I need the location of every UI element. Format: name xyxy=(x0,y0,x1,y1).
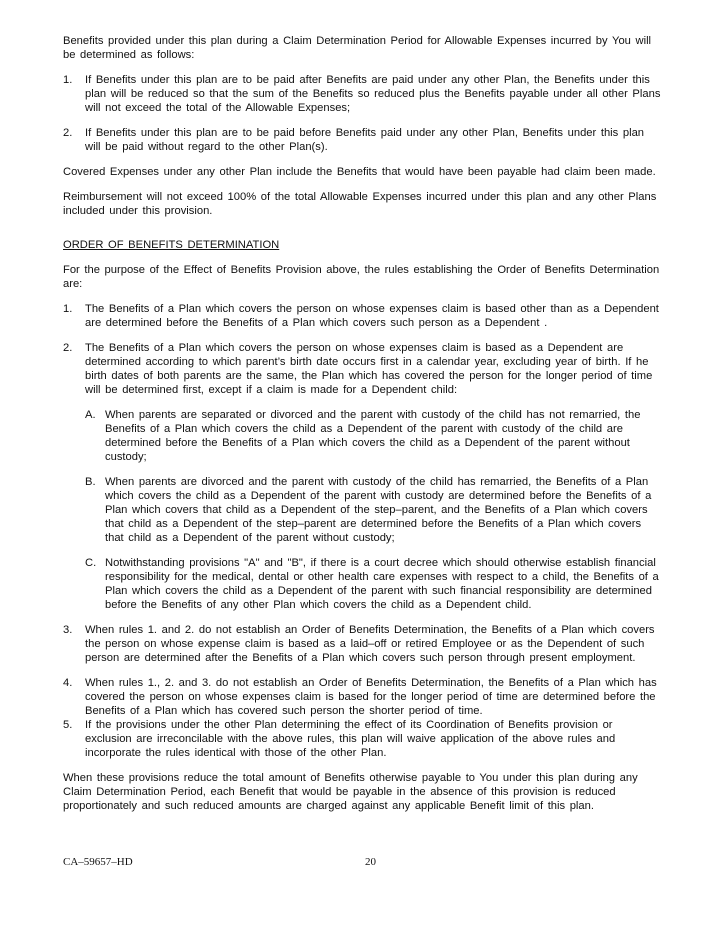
list-item xyxy=(63,341,663,397)
list-number: 3. xyxy=(63,624,73,636)
document-body xyxy=(63,34,663,824)
closing-paragraph: When these provisions reduce the total amount of Benefits otherwise payable to You under this plan during any Claim Determination Period, each Benefit that would be payable in the absence of this provision is reduced proportionately and such reduced amounts are charged against any applicable Benefit limit of this plan. xyxy=(63,772,638,812)
sub-list-item xyxy=(63,408,663,464)
list-text: When rules 1., 2. and 3. do not establish an Order of Benefits Determination, the Benefits of a Plan which has covered the person on whose expenses claim is based for the longer period of time are determined before the Benefits of a Plan which has covered such person the shorter period of time. xyxy=(85,677,657,717)
order-intro-paragraph: For the purpose of the Effect of Benefits Provision above, the rules establishing the Order of Benefits Determination are: xyxy=(63,264,660,290)
reimbursement-paragraph: Reimbursement will not exceed 100% of the total Allowable Expenses incurred under this plan and any other Plans included under this provision. xyxy=(63,191,657,217)
sub-list-letter: A. xyxy=(85,409,96,421)
list-item xyxy=(63,623,663,665)
list-number: 2. xyxy=(63,342,73,354)
covered-expenses-paragraph: Covered Expenses under any other Plan include the Benefits that would have been payable had claim been made. xyxy=(63,166,656,178)
list-text: The Benefits of a Plan which covers the person on whose expenses claim is based other than as a Dependent are determined before the Benefits of a Plan which covers such person as a Dependent . xyxy=(85,303,659,329)
sub-list-text: When parents are divorced and the parent with custody of the child has remarried, the Benefits of a Plan which covers the child as a Dependent of the parent with custody are determined before the Benefits of a Plan which covers that child as a Dependent of the step–parent, and the Benefits of a Plan which covers that child as a Dependent of the step–parent are determined before the Benefits of a Plan which covers that child as a Dependent of the parent without custody; xyxy=(105,476,652,544)
sub-list-text: Notwithstanding provisions "A" and "B", if there is a court decree which should otherwise establish financial responsibility for the medical, dental or other health care expenses with respect to a child, the Benefits of a Plan which covers the child as a Dependent of the parent with such financial responsibility are determined before the Benefits of any other Plan which covers the child as a Dependent child. xyxy=(105,557,659,611)
list-number: 2. xyxy=(63,127,73,139)
intro-paragraph: Benefits provided under this plan during a Claim Determination Period for Allowable Expenses incurred by You will be determined as follows: xyxy=(63,35,652,61)
list-item xyxy=(63,676,663,718)
list-text: The Benefits of a Plan which covers the person on whose expenses claim is based as a Dependent are determined according to which parent’s birth date occurs first in a calendar year, excluding year of birth. If he birth dates of both parents are the same, the Plan which has covered the person for the longer period of time will be determined first, except if a claim is made for a Dependent child: xyxy=(85,342,653,396)
page-number: 20 xyxy=(365,856,376,868)
list-number: 5. xyxy=(63,719,73,731)
list-number: 1. xyxy=(63,303,73,315)
sub-list-text: When parents are separated or divorced and the parent with custody of the child has not remarried, the Benefits of a Plan which covers the child as a Dependent of the parent with custody of the child are determined before the Benefits of a Plan which covers the child as a Dependent of the parent without custody; xyxy=(105,409,641,463)
list-number: 4. xyxy=(63,677,73,689)
sub-list-letter: C. xyxy=(85,557,97,569)
list-item xyxy=(63,73,663,115)
form-number: CA–59657–HD xyxy=(63,856,133,868)
list-text: If the provisions under the other Plan determining the effect of its Coordination of Benefits provision or exclusion are irreconcilable with the above rules, this plan will waive application of the above rules and incorporate the rules identical with those of the other Plan. xyxy=(85,719,616,759)
list-text: If Benefits under this plan are to be paid after Benefits are paid under any other Plan, the Benefits under this plan will be reduced so that the sum of the Benefits so reduced plus the Benefits payable under all other Plans will not exceed the total of the Allowable Expenses; xyxy=(85,74,661,114)
list-number: 1. xyxy=(63,74,73,86)
list-item xyxy=(63,126,663,154)
sub-list-item xyxy=(63,556,663,612)
list-item xyxy=(63,718,663,760)
section-heading: ORDER OF BENEFITS DETERMINATION xyxy=(63,239,280,251)
sub-list-letter: B. xyxy=(85,476,96,488)
list-item xyxy=(63,302,663,330)
list-text: If Benefits under this plan are to be paid before Benefits paid under any other Plan, Benefits under this plan will be paid without regard to the other Plan(s). xyxy=(85,127,645,153)
sub-list-item xyxy=(63,475,663,545)
list-text: When rules 1. and 2. do not establish an Order of Benefits Determination, the Benefits of a Plan which covers the person on whose expense claim is based as a laid–off or retired Employee or as the Dependent of such person are determined after the Benefits of a Plan which covers such person through present employment. xyxy=(85,624,655,664)
